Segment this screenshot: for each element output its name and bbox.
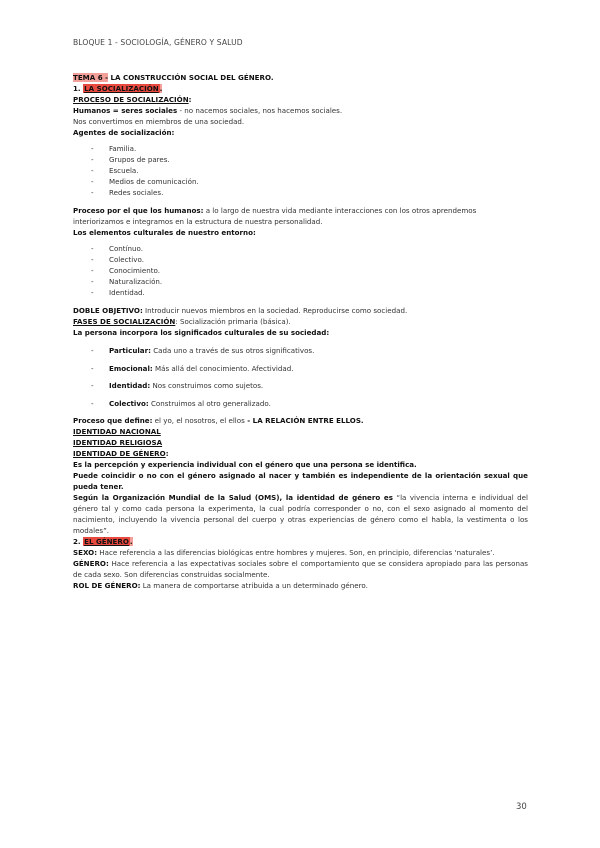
agentes-list <box>73 143 528 198</box>
running-header: BLOQUE 1 - SOCIOLOGÍA, GÉNERO Y SALUD <box>73 38 243 47</box>
identidad-nacional: IDENTIDAD NACIONAL <box>73 427 161 436</box>
list-item: - Identidad: Nos construimos como sujetos. <box>73 380 528 391</box>
convertimos-paragraph: Nos convertimos en miembros de una sociedad. <box>73 117 245 126</box>
list-item: - Emocional: Más allá del conocimiento. Afectividad. <box>73 363 528 374</box>
proceso-define-paragraph: Proceso que define: el yo, el nosotros, el ellos - LA RELACIÓN ENTRE ELLOS. <box>73 416 364 425</box>
tema-heading <box>73 72 528 83</box>
elementos-heading: Los elementos culturales de nuestro entorno: <box>73 228 256 237</box>
fases-paragraph: FASES DE SOCIALIZACIÓN: Socialización primaria (básica). <box>73 317 291 326</box>
list-item: - Medios de comunicación. <box>73 176 528 187</box>
list-item: - Particular: Cada uno a través de sus otros significativos. <box>73 345 528 356</box>
section-2-heading: 2. EL GÉNERO. <box>73 537 133 546</box>
rol-genero-paragraph: ROL DE GÉNERO: La manera de comportarse atribuida a un determinado género. <box>73 581 368 590</box>
list-item: - Contínuo. <box>73 243 528 254</box>
list-item: - Redes sociales. <box>73 187 528 198</box>
identidad-genero: IDENTIDAD DE GÉNERO: <box>73 449 169 458</box>
percepcion-paragraph: Es la percepción y experiencia individual con el género que una persona se identifica. <box>73 460 417 469</box>
list-item: - Escuela. <box>73 165 528 176</box>
section-1-heading: 1. LA SOCIALIZACIÓN. <box>73 84 163 93</box>
list-item: - Identidad. <box>73 287 528 298</box>
list-item: - Grupos de pares. <box>73 154 528 165</box>
identidad-religiosa: IDENTIDAD RELIGIOSA <box>73 438 163 447</box>
page-number: 30 <box>516 802 527 812</box>
incorpora-list <box>73 345 528 409</box>
oms-paragraph: Según la Organización Mundial de la Salud (OMS), la identidad de género es “la vivencia interna e individual del género tal y como cada persona la experimenta, la cual podría corresponder o no, con el sexo asignado al momento del nacimiento, incluyendo la vivencia personal del cuerpo y otras experiencias de género como el habla, la vestimenta o los modales”. <box>73 493 529 535</box>
genero-paragraph: GÉNERO: Hace referencia a las expectativas sociales sobre el comportamiento que se considera apropiado para las personas de cada sexo. Son diferencias construidas socialmente. <box>73 559 528 579</box>
sexo-paragraph: SEXO: Hace referencia a las diferencias biológicas entre hombres y mujeres. Son, en principio, diferencias ‘naturales’. <box>73 548 495 557</box>
doble-objetivo-paragraph: DOBLE OBJETIVO: Introducir nuevos miembros en la sociedad. Reproducirse como sociedad. <box>73 306 408 315</box>
list-item: - Conocimiento. <box>73 265 528 276</box>
coincidir-paragraph: Puede coincidir o no con el género asignado al nacer y también es independiente de la orientación sexual que pueda tener. <box>73 471 528 491</box>
elementos-list <box>73 243 528 298</box>
section-1-title: LA SOCIALIZACIÓN <box>84 84 159 93</box>
humanos-paragraph: Humanos = seres sociales - no nacemos sociales, nos hacemos sociales. <box>73 106 343 115</box>
section-2-title: EL GÉNERO <box>84 537 129 546</box>
persona-heading: La persona incorpora los significados culturales de su sociedad: <box>73 328 330 337</box>
list-item: - Familia. <box>73 143 528 154</box>
agentes-heading: Agentes de socialización: <box>73 128 175 137</box>
list-item: - Naturalización. <box>73 276 528 287</box>
proceso-humanos-paragraph: Proceso por el que los humanos: a lo largo de nuestra vida mediante interacciones con los otros aprendemos interiorizamos e integramos en la estructura de nuestra personalidad. <box>73 206 477 226</box>
list-item: - Colectivo. <box>73 254 528 265</box>
tema-label: TEMA 6 - <box>73 73 109 82</box>
tema-title: LA CONSTRUCCIÓN SOCIAL DEL GÉNERO. <box>108 73 274 82</box>
proceso-heading: PROCESO DE SOCIALIZACIÓN: <box>73 95 192 104</box>
page-content <box>73 72 528 591</box>
list-item: - Colectivo: Construimos al otro generalizado. <box>73 398 528 409</box>
